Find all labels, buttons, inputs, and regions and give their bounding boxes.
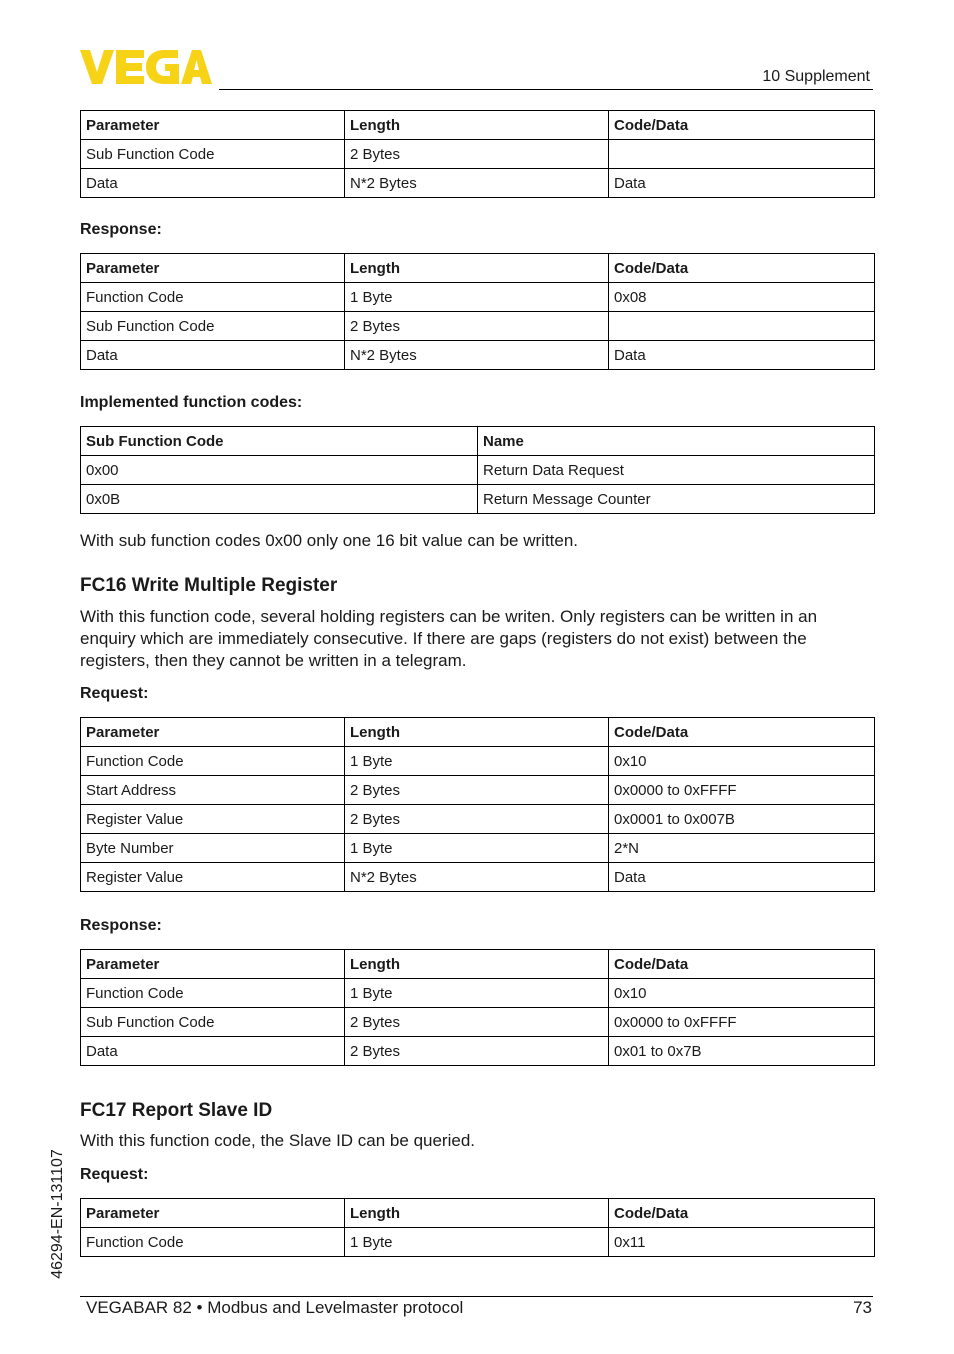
header-cell: Code/Data <box>609 1199 875 1228</box>
table-cell: 0x08 <box>609 283 875 312</box>
table-row <box>81 169 875 198</box>
header-cell: Length <box>345 718 609 747</box>
header-cell: Parameter <box>81 254 345 283</box>
table-cell: Sub Function Code <box>81 140 345 169</box>
table-header-row <box>81 950 875 979</box>
fc16-request-label: Request: <box>80 685 149 702</box>
table-row <box>81 1037 875 1066</box>
vega-logo <box>80 50 212 84</box>
table-cell: Data <box>81 169 345 198</box>
table-cell: Function Code <box>81 1228 345 1257</box>
header-cell: Name <box>478 427 875 456</box>
page-number: 73 <box>853 1298 872 1317</box>
header-cell: Code/Data <box>609 718 875 747</box>
table-cell: Sub Function Code <box>81 1008 345 1037</box>
table-row <box>81 1008 875 1037</box>
header-cell: Parameter <box>81 950 345 979</box>
table-cell: N*2 Bytes <box>345 863 609 892</box>
table-cell: Function Code <box>81 283 345 312</box>
footer-title: VEGABAR 82 • Modbus and Levelmaster protocol <box>86 1298 464 1317</box>
table-cell: Data <box>609 169 875 198</box>
table-cell: Data <box>81 1037 345 1066</box>
table-header-row <box>81 718 875 747</box>
header-cell: Length <box>345 254 609 283</box>
header-cell: Sub Function Code <box>81 427 478 456</box>
table-cell: 2 Bytes <box>345 1037 609 1066</box>
header-cell: Parameter <box>81 718 345 747</box>
table-cell: Function Code <box>81 747 345 776</box>
table-cell: Byte Number <box>81 834 345 863</box>
header-divider <box>219 89 873 90</box>
table-row <box>81 834 875 863</box>
table-cell: N*2 Bytes <box>345 341 609 370</box>
table-row <box>81 805 875 834</box>
table-row <box>81 776 875 805</box>
table-cell <box>609 312 875 341</box>
table-cell <box>609 140 875 169</box>
table-header-row <box>81 427 875 456</box>
response-label: Response: <box>80 221 162 238</box>
fc16-response-table <box>80 949 874 1066</box>
table-cell: 0x10 <box>609 747 875 776</box>
table-cell: 0x0001 to 0x007B <box>609 805 875 834</box>
table-cell: 2*N <box>609 834 875 863</box>
footer-divider <box>80 1296 873 1297</box>
implemented-codes-label: Implemented function codes: <box>80 394 303 411</box>
table-cell: 2 Bytes <box>345 1008 609 1037</box>
header-cell: Code/Data <box>609 950 875 979</box>
table-cell: 0x0000 to 0xFFFF <box>609 1008 875 1037</box>
table-header-row <box>81 254 875 283</box>
table-cell: 0x10 <box>609 979 875 1008</box>
header-cell: Length <box>345 950 609 979</box>
table-cell: 0x11 <box>609 1228 875 1257</box>
table-cell: Register Value <box>81 863 345 892</box>
table-cell: 1 Byte <box>345 283 609 312</box>
table-cell: 1 Byte <box>345 979 609 1008</box>
table-cell: Start Address <box>81 776 345 805</box>
table-cell: 1 Byte <box>345 834 609 863</box>
table-cell: N*2 Bytes <box>345 169 609 198</box>
table-cell: 2 Bytes <box>345 805 609 834</box>
table-cell: Return Data Request <box>478 456 875 485</box>
header-cell: Code/Data <box>609 111 875 140</box>
table-cell: Sub Function Code <box>81 312 345 341</box>
header-cell: Parameter <box>81 111 345 140</box>
table-cell: 2 Bytes <box>345 312 609 341</box>
table-cell: 1 Byte <box>345 1228 609 1257</box>
table-cell: 0x01 to 0x7B <box>609 1037 875 1066</box>
fc17-heading: FC17 Report Slave ID <box>80 1100 273 1121</box>
table-row <box>81 283 875 312</box>
fc16-description: With this function code, several holding registers can be writen. Only registers can be written in an enquiry which are immediately consecutive. If there are gaps (registers do not exist) between the registers, then they cannot be written in a telegram. <box>80 607 818 670</box>
table-cell: 2 Bytes <box>345 140 609 169</box>
table-row <box>81 863 875 892</box>
fc16-response-label: Response: <box>80 917 162 934</box>
table-cell: 1 Byte <box>345 747 609 776</box>
table-row <box>81 456 875 485</box>
fc17-request-table <box>80 1198 874 1257</box>
fc17-description: With this function code, the Slave ID can be queried. <box>80 1131 476 1150</box>
document-code: 46294-EN-131107 <box>49 1149 66 1279</box>
fc17-request-label: Request: <box>80 1166 149 1183</box>
table-row <box>81 341 875 370</box>
header-cell: Length <box>345 1199 609 1228</box>
table-header-row <box>81 111 875 140</box>
table-cell: 0x00 <box>81 456 478 485</box>
table-row <box>81 312 875 341</box>
table-cell: 0x0000 to 0xFFFF <box>609 776 875 805</box>
header-cell: Parameter <box>81 1199 345 1228</box>
fc16-request-table <box>80 717 874 892</box>
table-row <box>81 747 875 776</box>
table-cell: 0x0B <box>81 485 478 514</box>
table-cell: Data <box>81 341 345 370</box>
fc16-heading: FC16 Write Multiple Register <box>80 575 338 596</box>
request-table-continued <box>80 110 874 198</box>
table-row <box>81 1228 875 1257</box>
table-row <box>81 140 875 169</box>
table-row <box>81 979 875 1008</box>
table-cell: 2 Bytes <box>345 776 609 805</box>
header-cell: Length <box>345 111 609 140</box>
table-row <box>81 485 875 514</box>
sub-function-note: With sub function codes 0x00 only one 16 bit value can be written. <box>80 531 579 550</box>
table-cell: Function Code <box>81 979 345 1008</box>
table-header-row <box>81 1199 875 1228</box>
table-cell: Data <box>609 341 875 370</box>
table-cell: Return Message Counter <box>478 485 875 514</box>
response-table <box>80 253 874 370</box>
table-cell: Data <box>609 863 875 892</box>
section-label: 10 Supplement <box>762 68 870 85</box>
table-cell: Register Value <box>81 805 345 834</box>
header-cell: Code/Data <box>609 254 875 283</box>
implemented-codes-table <box>80 426 874 514</box>
